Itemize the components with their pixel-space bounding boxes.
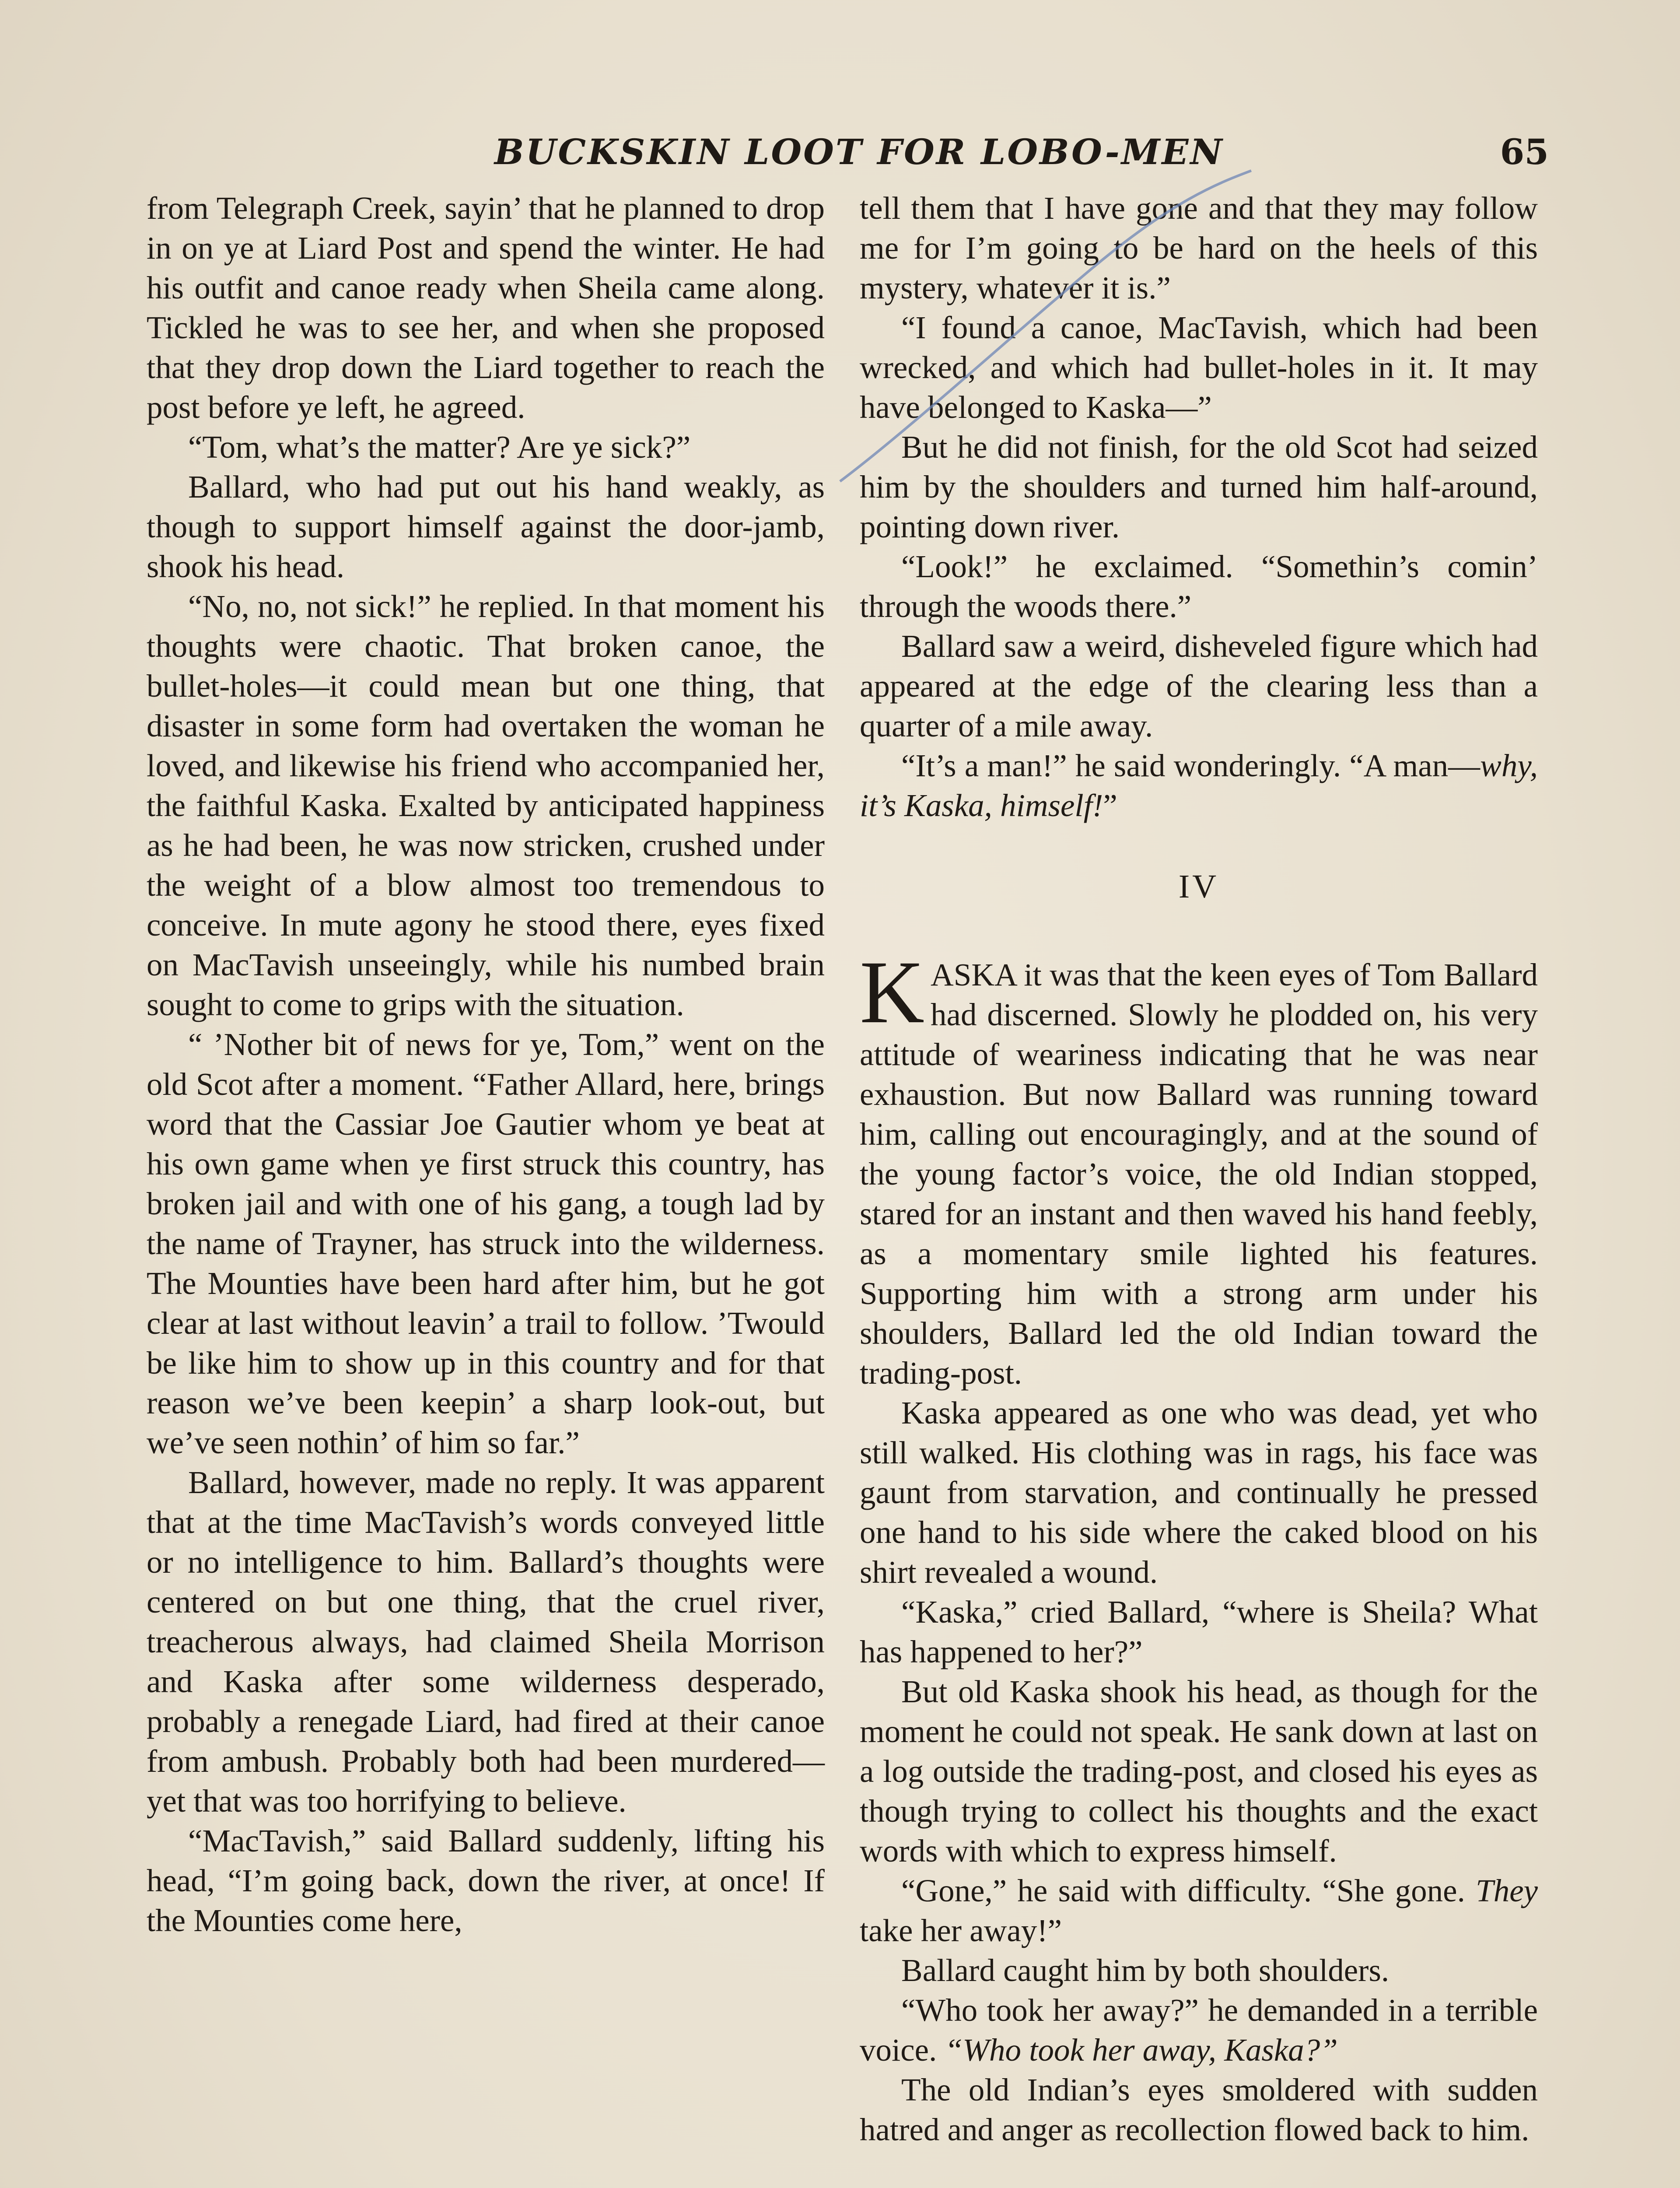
page-number: 65: [1500, 131, 1549, 172]
paragraph: “Look!” he exclaimed. “Somethin’s comin’ through the woods there.”: [860, 549, 1538, 624]
paragraph: “ ’Nother bit of news for ye, Tom,” went on the old Scot after a moment. “Father Allard, here, brings word that the Cassiar Joe Gautier whom ye beat at his own game when ye first struck this country, has broken jail and with one of his gang, a tough lad by the name of Trayner, has struck into the wilderness. The Mounties have been hard after him, but he got clear at last without leavin’ a trail to follow. ’Twould be like him to show up in this country and for that reason we’ve been keepin’ a sharp look-out, but we’ve seen nothin’ of him so far.”: [147, 1027, 825, 1460]
dialogue-text: take her away!”: [860, 1913, 1062, 1948]
paragraph: Ballard, however, made no reply. It was apparent that at the time MacTavish’s words conveyed little or no intelligence to him. Ballard’s thoughts were centered on but one thing, that the cruel river, treacherous always, had claimed Sheila Morrison and Kaska after some wilderness desperado, probably a renegade Liard, had fired at their canoe from ambush. Probably both had been murdered—yet that was too horrifying to believe.: [147, 1465, 825, 1819]
left-column: [147, 188, 825, 1940]
paragraph: Ballard saw a weird, disheveled figure which had appeared at the edge of the clearing less than a quarter of a mile away.: [860, 628, 1538, 743]
paragraph: “Kaska,” cried Ballard, “where is Sheila? What has happened to her?”: [860, 1594, 1538, 1669]
paragraph: [860, 746, 1538, 825]
section-heading: IV: [1178, 868, 1219, 905]
paragraph: Kaska appeared as one who was dead, yet who still walked. His clothing was in rags, his face was gaunt from starvation, and continually he pressed one hand to his side where the caked blood on his shirt revealed a wound.: [860, 1395, 1538, 1590]
paragraph: [860, 1990, 1538, 2070]
paragraph: tell them that I have gone and that they may follow me for I’m going to be hard on the heels of this mystery, whatever it is.”: [860, 190, 1538, 305]
paragraph: “Tom, what’s the matter? Are ye sick?”: [188, 429, 691, 465]
running-title: BUCKSKIN LOOT FOR LOBO-MEN: [494, 131, 1224, 172]
closing-quote: ”: [1103, 788, 1117, 823]
paragraph: But he did not finish, for the old Scot had seized him by the shoulders and turned him half-around, pointing down river.: [860, 429, 1538, 544]
paragraph: Ballard caught him by both shoulders.: [901, 1953, 1390, 1988]
dialogue-text: “Who took her away?” he demanded in a terrible voice.: [860, 1992, 1538, 2068]
paragraph: The old Indian’s eyes smoldered with sudden hatred and anger as recollection flowed back to him.: [860, 2072, 1538, 2147]
paragraph-text: ASKA it was that the keen eyes of Tom Ballard had discerned. Slowly he plodded on, his very attitude of weariness indicating that he was near exhaustion. But now Ballard was running toward him, calling out encouragingly, and at the sound of the young factor’s voice, the old Indian stopped, stared for an instant and then waved his hand feebly, as a momentary smile lighted his features. Supporting him with a strong arm under his shoulders, Ballard led the old Indian toward the trading-post.: [860, 957, 1538, 1391]
paragraph: Ballard, who had put out his hand weakly, as though to support himself against the door-jamb, shook his head.: [147, 469, 825, 584]
italic-text: “Who took her away, Kaska?”: [945, 2032, 1338, 2068]
paragraph: [860, 1871, 1538, 1950]
paragraph: “I found a canoe, MacTavish, which had been wrecked, and which had bullet-holes in it. It may have belonged to Kaska—”: [860, 310, 1538, 425]
paragraph: “MacTavish,” said Ballard suddenly, lifting his head, “I’m going back, down the river, at once! If the Mounties come here,: [147, 1823, 825, 1938]
italic-text: why, it’s Kaska, himself!: [860, 748, 1538, 823]
dialogue-text: “It’s a man!” he said wonderingly. “A man—: [901, 748, 1480, 783]
paragraph: “No, no, not sick!” he replied. In that moment his thoughts were chaotic. That broken canoe, the bullet-holes—it could mean but one thing, that disaster in some form had overtaken the woman he loved, and likewise his friend who accompanied her, the faithful Kaska. Exalted by anticipated happiness as he had been, he was now stricken, crushed under the weight of a blow almost too tremendous to conceive. In mute agony he stood there, eyes fixed on MacTavish unseeingly, while his numbed brain sought to come to grips with the situation.: [147, 589, 825, 1022]
paragraph: [860, 943, 1538, 1393]
paragraph: But old Kaska shook his head, as though for the moment he could not speak. He sank down at last on a log outside the trading-post, and closed his eyes as though trying to collect his thoughts and the exact words with which to express himself.: [860, 1674, 1538, 1869]
pencil-mark: [831, 166, 1269, 499]
paragraph: from Telegraph Creek, sayin’ that he planned to drop in on ye at Liard Post and spend the winter. He had his outfit and canoe ready when Sheila came along. Tickled he was to see her, and when she proposed that they drop down the Liard together to reach the post before ye left, he agreed.: [147, 190, 825, 425]
drop-cap: K: [860, 943, 925, 1042]
italic-text: They: [1476, 1873, 1538, 1908]
dialogue-text: “Gone,” he said with difficulty. “She gone.: [901, 1873, 1476, 1908]
